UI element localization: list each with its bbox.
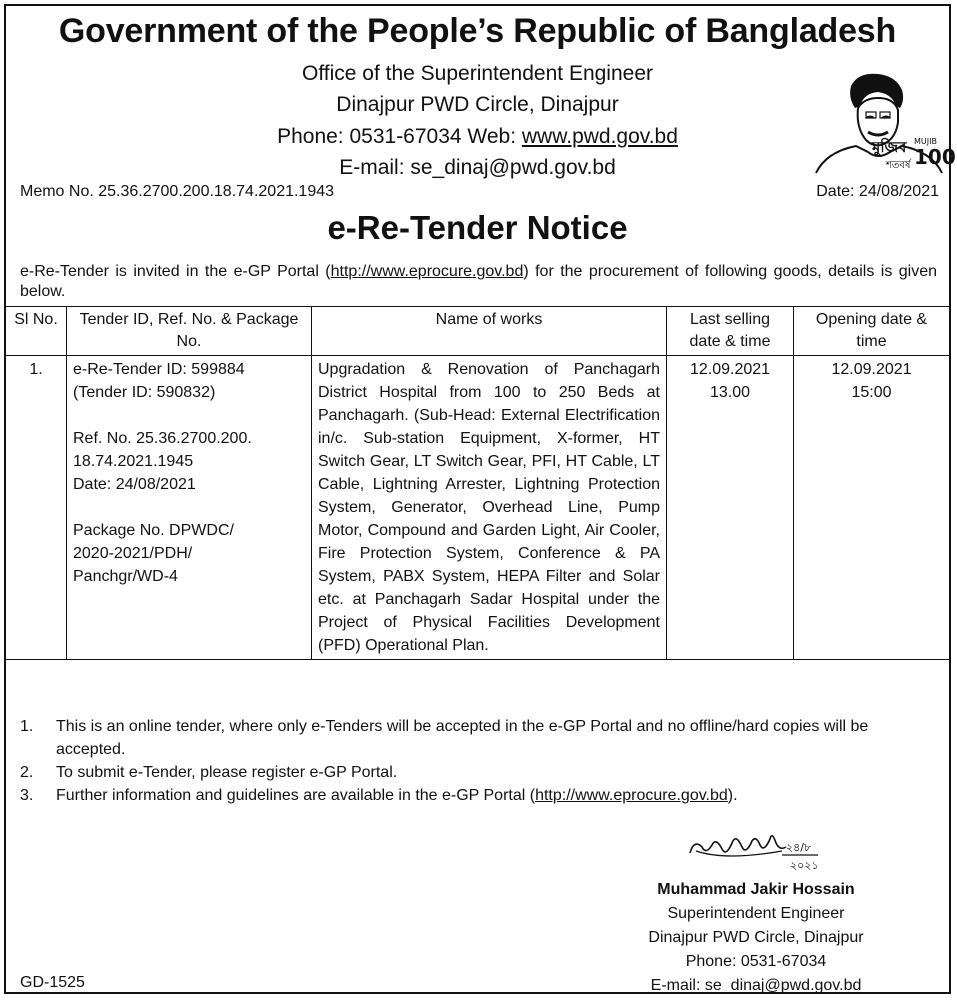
notes-list bbox=[20, 715, 937, 807]
logo-mujib-en: MUJIB bbox=[914, 137, 937, 146]
notice-date: Date: 24/08/2021 bbox=[816, 183, 939, 200]
note-text: This is an online tender, where only e-Tenders will be accepted in the e-GP Portal and no offline/hard copies will be accepted. bbox=[56, 718, 869, 758]
eprocure-link[interactable]: http://www.eprocure.gov.bd bbox=[535, 787, 728, 804]
table-row bbox=[6, 356, 949, 660]
signature bbox=[686, 821, 836, 881]
notice-heading: e-Re-Tender Notice bbox=[327, 209, 628, 246]
note-number: 3. bbox=[20, 787, 34, 804]
notice-page bbox=[4, 4, 956, 994]
memo-number: Memo No. 25.36.2700.200.18.74.2021.1943 bbox=[20, 183, 335, 200]
opening-date: 12.09.2021 bbox=[831, 361, 912, 378]
ref-line-1: Ref. No. 25.36.2700.200. bbox=[73, 430, 252, 447]
intro-text bbox=[20, 262, 937, 302]
phone-label: Phone: 0531-67034 Web: bbox=[277, 125, 522, 148]
signer-name: Muhammad Jakir Hossain bbox=[657, 881, 855, 898]
selling-date: 12.09.2021 bbox=[689, 361, 771, 378]
cell-sl: 1. bbox=[6, 356, 67, 660]
signature-year-bn: ২০২১ bbox=[790, 859, 819, 872]
package-line-3: Panchgr/WD-4 bbox=[73, 568, 178, 585]
header-tender: Tender ID, Ref. No. & Package No. bbox=[67, 307, 312, 356]
list-item bbox=[20, 784, 937, 807]
signer-designation: Superintendent Engineer bbox=[667, 905, 845, 922]
package-line-2: 2020-2021/PDH/ bbox=[73, 545, 193, 562]
office-name: Office of the Superintendent Engineer bbox=[301, 62, 654, 85]
signature-date-bn: ২৪/৮ bbox=[786, 841, 812, 854]
old-tender-id: (Tender ID: 590832) bbox=[73, 384, 216, 401]
list-item bbox=[20, 761, 937, 784]
header-works: Name of works bbox=[312, 307, 667, 356]
cell-works: Upgradation & Renovation of Panchagarh District Hospital from 100 to 250 Beds at Panchagarh. (Sub-Head: External Electrification in/c. Sub-station Equipment, X-former, HT Switch Gear, LT Switch Gear, PFI, HT Cable, LT Cable, Lightning Arrester, Lightning Protection System, Generator, Overhead Line, Pump Motor, Compound and Garden Light, Air Cooler, Fire Protection System, Conference & PA System, PABX System, HEPA Filter and Solar etc. at Panchagarh Sadar Hospital under the Project of Physical Facilities Development (PFD) Operational Plan. bbox=[312, 356, 667, 660]
contact-email: E-mail: se_dinaj@pwd.gov.bd bbox=[339, 156, 616, 179]
ref-date: Date: 24/08/2021 bbox=[73, 476, 196, 493]
ref-line-2: 18.74.2021.1945 bbox=[73, 453, 194, 470]
cell-selling bbox=[667, 356, 794, 660]
cell-tender bbox=[67, 356, 312, 660]
note-number: 2. bbox=[20, 764, 34, 781]
logo-mujib-bn: মুজিব bbox=[872, 138, 907, 156]
logo-100: 100 bbox=[914, 145, 956, 169]
intro-after: ) for the procurement of following goods, details is given below. bbox=[20, 263, 937, 300]
tender-table bbox=[6, 306, 949, 660]
table-header-row bbox=[6, 307, 949, 356]
gd-number: GD-1525 bbox=[20, 974, 85, 991]
signer-office: Dinajpur PWD Circle, Dinajpur bbox=[648, 929, 864, 946]
website-link[interactable]: www.pwd.gov.bd bbox=[521, 125, 678, 148]
mujib-100-logo bbox=[806, 68, 956, 178]
list-item bbox=[20, 715, 937, 761]
cell-opening bbox=[794, 356, 950, 660]
signer-phone: Phone: 0531-67034 bbox=[685, 953, 827, 970]
government-title: Government of the People’s Republic of Bangladesh bbox=[58, 12, 897, 50]
selling-time: 13.00 bbox=[709, 384, 751, 401]
package-line-1: Package No. DPWDC/ bbox=[73, 522, 234, 539]
logo-shatabarsha-bn: শতবর্ষ bbox=[886, 160, 911, 171]
header-opening: Opening date & time bbox=[794, 307, 950, 356]
note-text: To submit e-Tender, please register e-GP Portal. bbox=[56, 764, 398, 781]
tender-id: e-Re-Tender ID: 599884 bbox=[73, 361, 245, 378]
header-selling: Last selling date & time bbox=[667, 307, 794, 356]
opening-time: 15:00 bbox=[851, 384, 892, 401]
eprocure-link[interactable]: http://www.eprocure.gov.bd bbox=[330, 263, 524, 280]
signer-email: E-mail: se_dinaj@pwd.gov.bd bbox=[650, 977, 862, 994]
header-sl: Sl No. bbox=[6, 307, 67, 356]
note-text: Further information and guidelines are available in the e-GP Portal (http://www.eprocure.gov.bd). bbox=[56, 787, 738, 804]
note-number: 1. bbox=[20, 718, 34, 735]
circle-name: Dinajpur PWD Circle, Dinajpur bbox=[336, 93, 619, 116]
intro-before: e-Re-Tender is invited in the e-GP Portal ( bbox=[20, 263, 331, 280]
